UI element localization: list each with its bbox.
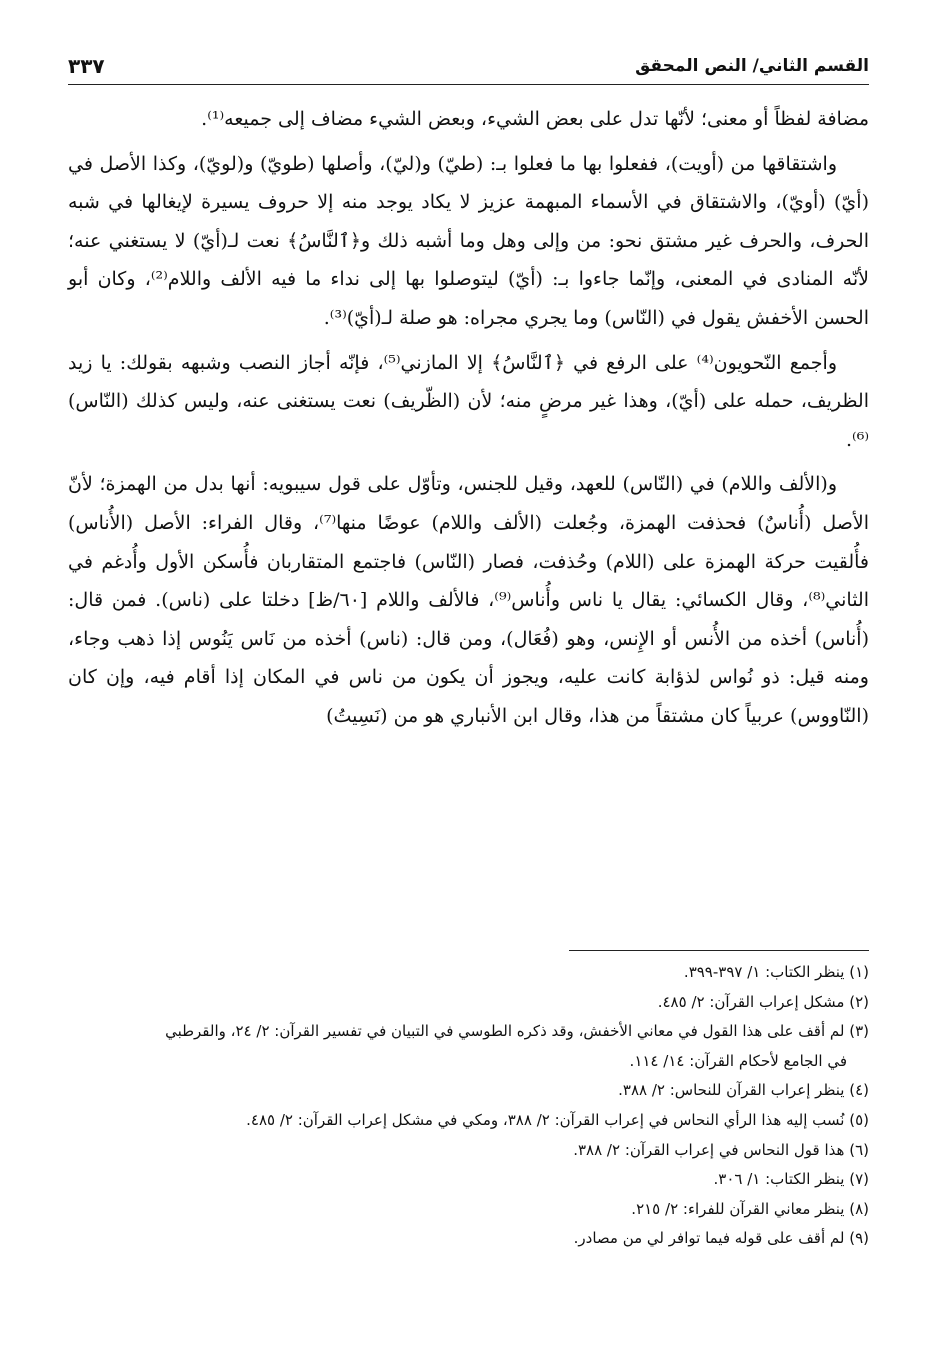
- footnote: (٦) هذا قول النحاس في إعراب القرآن: ٢/ ٣٨٨.: [573, 1140, 869, 1159]
- footnote: (٢) مشكل إعراب القرآن: ٢/ ٤٨٥.: [657, 992, 869, 1011]
- paragraph: وأجمع النّحويون⁽⁴⁾ على الرفع في ﴿ٱلنَّاسُ﴾ إلا المازني⁽⁵⁾، فإنّه أجاز النصب وشبهه بقولك: يا زيد الظريف، حمله على (أيّ)، وهذا غير مرضٍ منه؛ لأن (الظّريف) نعت يستغنى عنه، وليس كذلك (النّاس)⁽⁶⁾.: [68, 351, 869, 451]
- main-text: [68, 100, 869, 736]
- page-number: ٣٣٧: [68, 54, 105, 78]
- footnote: (٥) نُسب إليه هذا الرأي النحاس في إعراب القرآن: ٢/ ٣٨٨، ومكي في مشكل إعراب القرآن: ٢/ ٤٨٥.: [246, 1110, 869, 1129]
- footnote-continuation: في الجامع لأحكام القرآن: ١٤/ ١١٤.: [629, 1051, 847, 1070]
- paragraph: و(الألف واللام) في (النّاس) للعهد، وقيل للجنس، وتأوّل على قول سيبويه: أنها بدل من الهمزة؛ لأنّ الأصل (أُناسٌ) فحذفت الهمزة، وجُعلت (الألف واللام) عوضًا منها⁽⁷⁾، وقال الفراء: الأصل (الأُناس) فأُلقيت حركة الهمزة على (اللام) وحُذفت، فصار (النّاس) فاجتمع المتقاربان فأُسكن الأول وأُدغم في الثاني⁽⁸⁾، وقال الكسائي: يقال يا ناس وأُناس⁽⁹⁾، فالألف واللام [٦٠/ظ] دخلتا على (ناس). فمن قال: (أُناس) أخذه من الأُنس أو الإِنس، وهو (فُعَال)، ومن قال: (ناس) أخذه من نَاس يَنُوس إذا ذهب وجاء، ومنه قيل: ذو نُواس لذؤابة كانت عليه، ويجوز أن يكون من ناس في المكان إذا أقام فيه، وإن كان (النّاووس) عربياً كان مشتقاً من هذا، وقال ابن الأنباري هو من (نَسِيتُ): [68, 473, 870, 727]
- footnote: (١) ينظر الكتاب: ١/ ٣٩٧-٣٩٩.: [683, 963, 869, 981]
- section-title: القسم الثاني/ النص المحقق: [635, 56, 869, 76]
- footnote-separator: [569, 950, 869, 951]
- footnotes: [68, 958, 869, 1254]
- footnote: (٤) ينظر إعراب القرآن للنحاس: ٢/ ٣٨٨.: [618, 1081, 869, 1100]
- running-header: [68, 48, 869, 85]
- footnote: (٩) لم أقف على قوله فيما توافر لي من مصادر.: [573, 1229, 869, 1248]
- footnote: (٧) ينظر الكتاب: ١/ ٣٠٦.: [713, 1170, 869, 1189]
- paragraph: مضافة لفظاً أو معنى؛ لأنّها تدل على بعض الشيء، وبعض الشيء مضاف إلى جميعه⁽¹⁾.: [201, 108, 869, 130]
- footnote: (٨) ينظر معاني القرآن للفراء: ٢/ ٢١٥.: [631, 1199, 869, 1218]
- footnote: [68, 1017, 869, 1076]
- paragraph: واشتقاقها من (أويت)، ففعلوا بها ما فعلوا بـ: (طيّ) و(ليّ)، وأصلها (طويّ) و(لويّ)، وكذا الأصل في (أيّ) (أويّ)، والاشتقاق في الأسماء المبهمة عزيز لا يكاد يوجد منه إلا حروف يسيرة لإيغالها في شبه الحرف، والحرف غير مشتق نحو: من وإلى وهل وما أشبه ذلك و﴿ٱلنَّاسُ﴾ نعت لـ(أيّ) لا يستغني عنه؛ لأنّه المنادى في المعنى، وإنّما جاءوا بـ: (أيّ) ليتوصلوا بها إلى نداء ما فيه الألف واللام⁽²⁾، وكان أبو الحسن الأخفش يقول في (النّاس) وما يجري مجراه: هو صلة لـ(أيّ)⁽³⁾.: [68, 152, 869, 329]
- footnote-line: (٣) لم أقف على هذا القول في معاني الأخفش، وقد ذكره الطوسي في التبيان في تفسير القرآن: ٢/ ٢٤، والقرطبي: [165, 1022, 869, 1041]
